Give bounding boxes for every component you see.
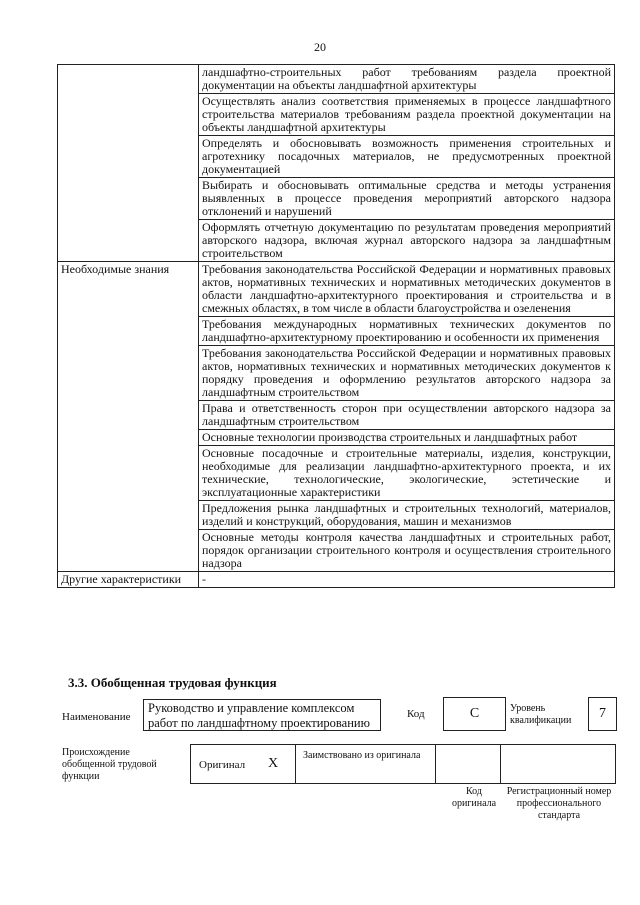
origin-table — [190, 744, 616, 784]
row-text: Предложения рынка ландшафтных и строительных технологий, материалов, изделий и конструкций, оборудования, машин и механизмов — [199, 501, 615, 530]
row-text: - — [199, 572, 615, 588]
code-label: Код — [407, 708, 425, 720]
level-value: 7 — [588, 697, 617, 731]
row-text: Осуществлять анализ соответствия применяемых в процессе ландшафтного строительства материалов требованиям раздела проектной документации на объекты ландшафтной архитектуры — [199, 94, 615, 136]
row-text: Права и ответственность сторон при осуществлении авторского надзора за ландшафтным строительством — [199, 401, 615, 430]
borrowed-label: Заимствовано из оригинала — [303, 750, 421, 761]
table-row — [58, 65, 615, 94]
row-text: Основные методы контроля качества ландшафтных и строительных работ, порядок организации строительного контроля и осуществления строительного надзора — [199, 530, 615, 572]
name-label: Наименование — [62, 711, 131, 723]
row-text: Основные посадочные и строительные материалы, изделия, конструкции, необходимые для реализации ландшафтно-архитектурного проекта, и их технические, технологические, экологические, эстетические и эксплуатационные характеристики — [199, 446, 615, 501]
row-label-other: Другие характеристики — [58, 572, 199, 588]
code-original-label: Код оригинала — [451, 786, 497, 809]
row-text: Требования законодательства Российской Федерации и нормативных правовых актов, нормативных технических и нормативных методических документов в области ландшафтно-архитектурного проектирования и строительства и в смежных областях, в том числе в области благоустройства и озеленения — [199, 262, 615, 317]
level-label: Уровень квалификации — [510, 703, 572, 726]
row-text: ландшафтно-строительных работ требованиям раздела проектной документации на объекты ландшафтной архитектуры — [199, 65, 615, 94]
row-text: Выбирать и обосновывать оптимальные средства и методы устранения выявленных в процессе проведения мероприятий авторского надзора отклонений и нарушений — [199, 178, 615, 220]
original-mark: X — [268, 756, 279, 771]
original-label: Оригинал — [199, 759, 246, 771]
row-text: Основные технологии производства строительных и ландшафтных работ — [199, 430, 615, 446]
row-label — [58, 65, 199, 262]
row-text: Требования международных нормативных технических документов по ландшафтно-архитектурному проектированию и особенности их применения — [199, 317, 615, 346]
row-text: Оформлять отчетную документацию по результатам проведения мероприятий авторского надзора, включая журнал авторского надзора за ландшафтным строительством — [199, 220, 615, 262]
reg-number-label: Регистрационный номер профессионального стандарта — [506, 786, 612, 821]
section-title: 3.3. Обобщенная трудовая функция — [68, 675, 277, 690]
name-value: Руководство и управление комплексом работ по ландшафтному проектированию — [143, 699, 381, 731]
code-value: C — [443, 697, 506, 731]
table-row — [58, 262, 615, 317]
skills-table — [57, 64, 615, 588]
row-label-knowledge: Необходимые знания — [58, 262, 199, 572]
row-text: Определять и обосновывать возможность применения строительных и агротехнику посадочных материалов, не предусмотренных проектной документацией — [199, 136, 615, 178]
row-text: Требования законодательства Российской Федерации и нормативных правовых актов, нормативных технических и нормативных методических документов к порядку проведения и оформлению результатов авторского надзора за ландшафтным строительством — [199, 346, 615, 401]
table-row — [58, 572, 615, 588]
origin-label: Происхождение обобщенной трудовой функции — [62, 747, 157, 782]
page-number: 20 — [314, 40, 326, 54]
